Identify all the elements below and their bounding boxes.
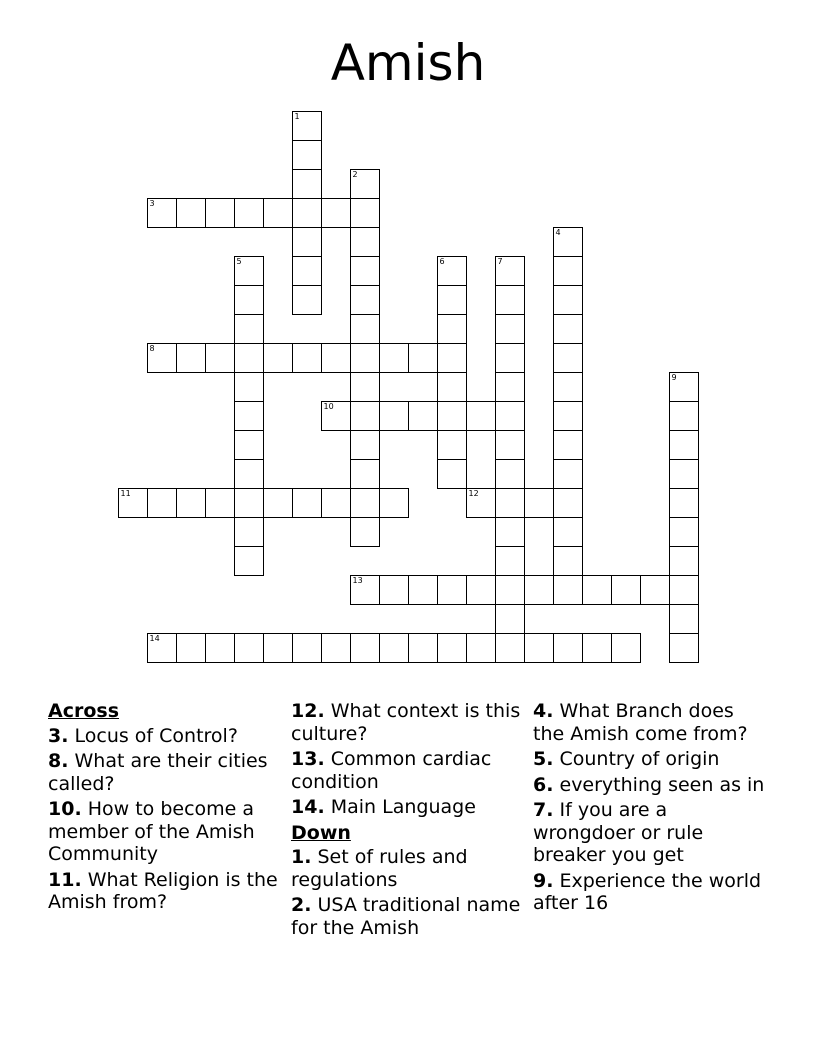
grid-cell[interactable] (553, 488, 583, 518)
grid-cell[interactable] (408, 633, 438, 663)
grid-cell[interactable] (234, 198, 264, 228)
grid-cell[interactable] (611, 633, 641, 663)
grid-cell[interactable] (205, 488, 235, 518)
grid-cell[interactable] (263, 198, 293, 228)
clue-number: 4. (533, 700, 554, 722)
clue-across-8[interactable] (48, 750, 280, 795)
grid-cell[interactable] (495, 546, 525, 576)
grid-cell-12[interactable] (466, 488, 496, 518)
down-heading: Down (291, 821, 351, 844)
clue-number: 9. (533, 869, 554, 892)
clue-down-6[interactable] (533, 774, 765, 797)
grid-cell[interactable] (321, 633, 351, 663)
clue-down-1[interactable] (291, 846, 523, 891)
clue-text: Set of rules and regulations (291, 846, 468, 891)
grid-cell[interactable] (495, 430, 525, 460)
clue-across-11[interactable] (48, 869, 280, 914)
grid-cell[interactable] (495, 633, 525, 663)
clue-number: 5. (533, 748, 554, 770)
grid-cell[interactable] (379, 633, 409, 663)
grid-cell[interactable] (263, 488, 293, 518)
grid-cell[interactable] (669, 488, 699, 518)
grid-cell-11[interactable] (118, 488, 148, 518)
clue-across-13[interactable] (291, 748, 523, 793)
grid-cell[interactable] (205, 633, 235, 663)
grid-cell[interactable] (292, 169, 322, 199)
grid-cell[interactable] (205, 198, 235, 228)
cell-number: 11 (120, 488, 131, 498)
grid-cell-14[interactable] (147, 633, 177, 663)
grid-cell[interactable] (524, 488, 554, 518)
grid-cell[interactable] (466, 633, 496, 663)
grid-cell[interactable] (495, 343, 525, 373)
grid-cell[interactable] (582, 575, 612, 605)
grid-cell[interactable] (553, 633, 583, 663)
grid-cell[interactable] (234, 314, 264, 344)
clue-text: Experience the world after 16 (533, 869, 762, 914)
grid-cell[interactable] (292, 488, 322, 518)
grid-cell[interactable] (582, 633, 612, 663)
clue-column-2 (291, 700, 523, 942)
clue-across-12[interactable] (291, 700, 523, 745)
cell-number: 14 (149, 633, 160, 643)
grid-cell[interactable] (350, 227, 380, 257)
grid-cell[interactable] (350, 343, 380, 373)
clue-text: What are their cities called? (48, 750, 268, 795)
grid-cell[interactable] (292, 140, 322, 170)
puzzle-title: Amish (330, 34, 486, 92)
clue-number: 6. (533, 773, 554, 796)
grid-cell[interactable] (669, 401, 699, 431)
grid-cell[interactable] (669, 546, 699, 576)
grid-cell[interactable] (669, 633, 699, 663)
grid-cell[interactable] (234, 488, 264, 518)
grid-cell[interactable] (350, 459, 380, 489)
cell-number: 6 (439, 256, 445, 266)
grid-cell[interactable] (669, 517, 699, 547)
clue-text: What Branch does the Amish come from? (533, 700, 748, 745)
clue-text: Common cardiac condition (291, 748, 492, 793)
grid-cell[interactable] (234, 285, 264, 315)
grid-cell[interactable] (669, 604, 699, 634)
grid-cell[interactable] (553, 459, 583, 489)
grid-cell[interactable] (466, 575, 496, 605)
grid-cell[interactable] (350, 314, 380, 344)
grid-cell[interactable] (292, 633, 322, 663)
grid-cell[interactable] (495, 488, 525, 518)
grid-cell[interactable] (176, 343, 206, 373)
grid-cell[interactable] (495, 285, 525, 315)
cell-number: 7 (497, 256, 503, 266)
grid-cell[interactable] (437, 575, 467, 605)
grid-cell-2[interactable] (350, 169, 380, 199)
clue-number: 1. (291, 846, 312, 868)
grid-cell[interactable] (321, 198, 351, 228)
grid-cell[interactable] (408, 401, 438, 431)
grid-cell[interactable] (292, 343, 322, 373)
grid-cell[interactable] (147, 488, 177, 518)
grid-cell[interactable] (553, 575, 583, 605)
clue-column-1 (48, 700, 280, 917)
grid-cell[interactable] (553, 256, 583, 286)
grid-cell[interactable] (437, 633, 467, 663)
clue-text: If you are a wrongdoer or rule breaker you get (533, 799, 704, 866)
grid-cell[interactable] (350, 401, 380, 431)
cell-number: 5 (236, 256, 242, 266)
clue-number: 13. (291, 748, 325, 770)
grid-cell[interactable] (524, 633, 554, 663)
grid-cell[interactable] (263, 343, 293, 373)
grid-cell[interactable] (292, 285, 322, 315)
grid-cell[interactable] (640, 575, 670, 605)
cell-number: 12 (468, 488, 479, 498)
clue-text: Locus of Control? (74, 724, 238, 747)
grid-cell[interactable] (437, 372, 467, 402)
grid-cell-9[interactable] (669, 372, 699, 402)
grid-cell[interactable] (669, 459, 699, 489)
grid-cell[interactable] (350, 633, 380, 663)
grid-cell[interactable] (350, 372, 380, 402)
cell-number: 8 (149, 343, 155, 353)
grid-cell[interactable] (553, 401, 583, 431)
clue-across-3[interactable] (48, 725, 280, 748)
grid-cell[interactable] (292, 227, 322, 257)
clue-text: What Religion is the Amish from? (48, 868, 278, 913)
clue-text: Main Language (330, 796, 476, 818)
cell-number: 3 (149, 198, 155, 208)
grid-cell[interactable] (553, 430, 583, 460)
clue-across-14[interactable] (291, 796, 523, 819)
grid-cell[interactable] (495, 604, 525, 634)
clue-text: everything seen as in (559, 773, 765, 796)
clue-number: 7. (533, 799, 554, 821)
grid-cell[interactable] (524, 575, 554, 605)
grid-cell[interactable] (437, 459, 467, 489)
grid-cell[interactable] (437, 401, 467, 431)
clue-number: 11. (48, 868, 82, 891)
clue-number: 2. (291, 894, 312, 916)
grid-cell[interactable] (234, 430, 264, 460)
grid-cell[interactable] (234, 633, 264, 663)
grid-cell-10[interactable] (321, 401, 351, 431)
grid-cell[interactable] (408, 575, 438, 605)
cell-number: 9 (671, 372, 677, 382)
grid-cell[interactable] (437, 430, 467, 460)
grid-cell[interactable] (669, 575, 699, 605)
grid-cell-6[interactable] (437, 256, 467, 286)
grid-cell[interactable] (350, 488, 380, 518)
clue-number: 8. (48, 750, 69, 772)
grid-cell[interactable] (437, 314, 467, 344)
clue-down-2[interactable] (291, 894, 523, 939)
clue-down-7[interactable] (533, 799, 765, 867)
clue-number: 14. (291, 796, 325, 818)
grid-cell[interactable] (408, 343, 438, 373)
grid-cell[interactable] (321, 343, 351, 373)
grid-cell[interactable] (495, 517, 525, 547)
grid-cell[interactable] (292, 198, 322, 228)
grid-cell[interactable] (553, 314, 583, 344)
grid-cell[interactable] (350, 256, 380, 286)
grid-cell-13[interactable] (350, 575, 380, 605)
grid-cell[interactable] (234, 401, 264, 431)
cell-number: 2 (352, 169, 358, 179)
grid-cell[interactable] (495, 314, 525, 344)
grid-cell[interactable] (379, 343, 409, 373)
grid-cell[interactable] (379, 488, 409, 518)
grid-cell[interactable] (234, 372, 264, 402)
grid-cell[interactable] (321, 488, 351, 518)
grid-cell[interactable] (495, 575, 525, 605)
grid-cell[interactable] (379, 401, 409, 431)
grid-cell[interactable] (176, 488, 206, 518)
grid-cell-7[interactable] (495, 256, 525, 286)
grid-cell[interactable] (292, 256, 322, 286)
clue-down-4[interactable] (533, 700, 765, 745)
across-heading: Across (48, 700, 120, 722)
grid-cell[interactable] (466, 401, 496, 431)
grid-cell[interactable] (553, 517, 583, 547)
grid-cell[interactable] (553, 372, 583, 402)
grid-cell[interactable] (234, 459, 264, 489)
grid-cell[interactable] (495, 401, 525, 431)
clue-number: 10. (48, 798, 82, 820)
grid-cell-4[interactable] (553, 227, 583, 257)
clue-down-5[interactable] (533, 748, 765, 771)
grid-cell[interactable] (437, 285, 467, 315)
cell-number: 4 (555, 227, 561, 237)
grid-cell[interactable] (350, 285, 380, 315)
grid-cell[interactable] (176, 198, 206, 228)
grid-cell[interactable] (234, 517, 264, 547)
grid-cell[interactable] (553, 546, 583, 576)
cell-number: 10 (323, 401, 334, 411)
clue-text: What context is this culture? (291, 700, 521, 745)
clue-text: Country of origin (559, 748, 720, 770)
grid-cell-8[interactable] (147, 343, 177, 373)
clue-across-10[interactable] (48, 798, 280, 866)
grid-cell[interactable] (437, 343, 467, 373)
cell-number: 1 (294, 111, 300, 121)
grid-cell[interactable] (611, 575, 641, 605)
grid-cell[interactable] (263, 633, 293, 663)
grid-cell[interactable] (176, 633, 206, 663)
grid-cell[interactable] (350, 430, 380, 460)
clue-down-9[interactable] (533, 870, 765, 915)
grid-cell[interactable] (350, 517, 380, 547)
grid-cell-1[interactable] (292, 111, 322, 141)
grid-cell[interactable] (350, 198, 380, 228)
grid-cell[interactable] (205, 343, 235, 373)
clue-column-3 (533, 700, 765, 918)
grid-cell[interactable] (379, 575, 409, 605)
grid-cell[interactable] (234, 343, 264, 373)
clue-text: USA traditional name for the Amish (291, 894, 521, 939)
clue-number: 12. (291, 700, 325, 722)
grid-cell-3[interactable] (147, 198, 177, 228)
clue-number: 3. (48, 724, 69, 747)
clue-text: How to become a member of the Amish Community (48, 798, 255, 865)
grid-cell[interactable] (234, 546, 264, 576)
grid-cell[interactable] (495, 372, 525, 402)
grid-cell[interactable] (669, 430, 699, 460)
grid-cell[interactable] (553, 343, 583, 373)
grid-cell[interactable] (495, 459, 525, 489)
cell-number: 13 (352, 575, 363, 585)
grid-cell-5[interactable] (234, 256, 264, 286)
grid-cell[interactable] (553, 285, 583, 315)
